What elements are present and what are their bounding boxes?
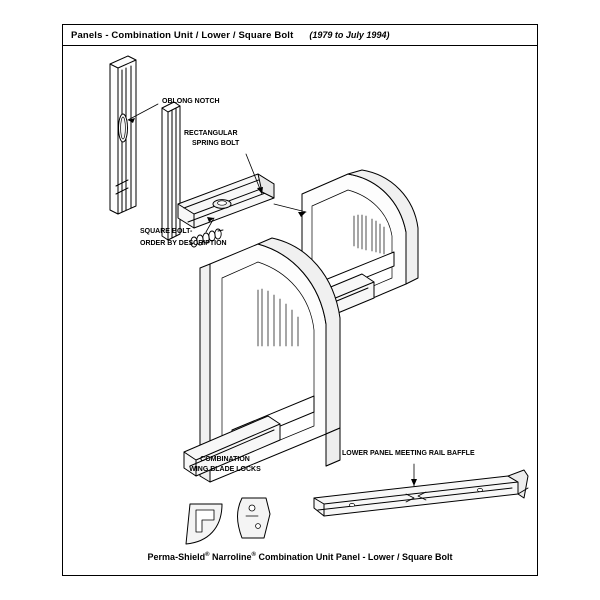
technical-drawing <box>62 46 538 546</box>
page-title: Panels - Combination Unit / Lower / Square Bolt <box>71 29 294 41</box>
upper-left-jamb-rail <box>110 56 136 214</box>
label-meeting-rail-baffle: LOWER PANEL MEETING RAIL BAFFLE <box>342 450 475 457</box>
title-bar <box>62 24 538 46</box>
caption-registered-1: ® <box>205 552 210 558</box>
caption-registered-2: ® <box>251 552 256 558</box>
caption-part-1: Perma-Shield <box>147 552 206 562</box>
label-rectangular-spring-bolt-line1: RECTANGULAR <box>184 130 238 137</box>
figure-caption <box>62 552 538 562</box>
label-oblong-notch: OBLONG NOTCH <box>162 98 220 105</box>
label-rectangular-spring-bolt-line2: SPRING BOLT <box>192 140 240 147</box>
wing-blade-locks <box>186 498 270 544</box>
label-wing-blade-locks-line2: WING BLADE LOCKS <box>189 466 261 473</box>
upper-left-stile <box>162 102 180 240</box>
label-wing-blade-locks-line1: COMBINATION <box>200 456 250 463</box>
lower-panel <box>184 238 340 482</box>
drawing-svg <box>62 46 538 546</box>
label-square-bolt-line2: ORDER BY DESCRIPTION <box>140 240 227 247</box>
label-square-bolt-line1: SQUARE BOLT- <box>140 228 193 235</box>
caption-part-3: Combination Unit Panel - Lower / Square Bolt <box>255 552 453 562</box>
title-date-range: (1979 to July 1994) <box>309 30 390 40</box>
square-bolt-assembly <box>178 174 274 247</box>
meeting-rail-baffle <box>314 470 528 516</box>
caption-part-2: Narroline <box>209 552 252 562</box>
